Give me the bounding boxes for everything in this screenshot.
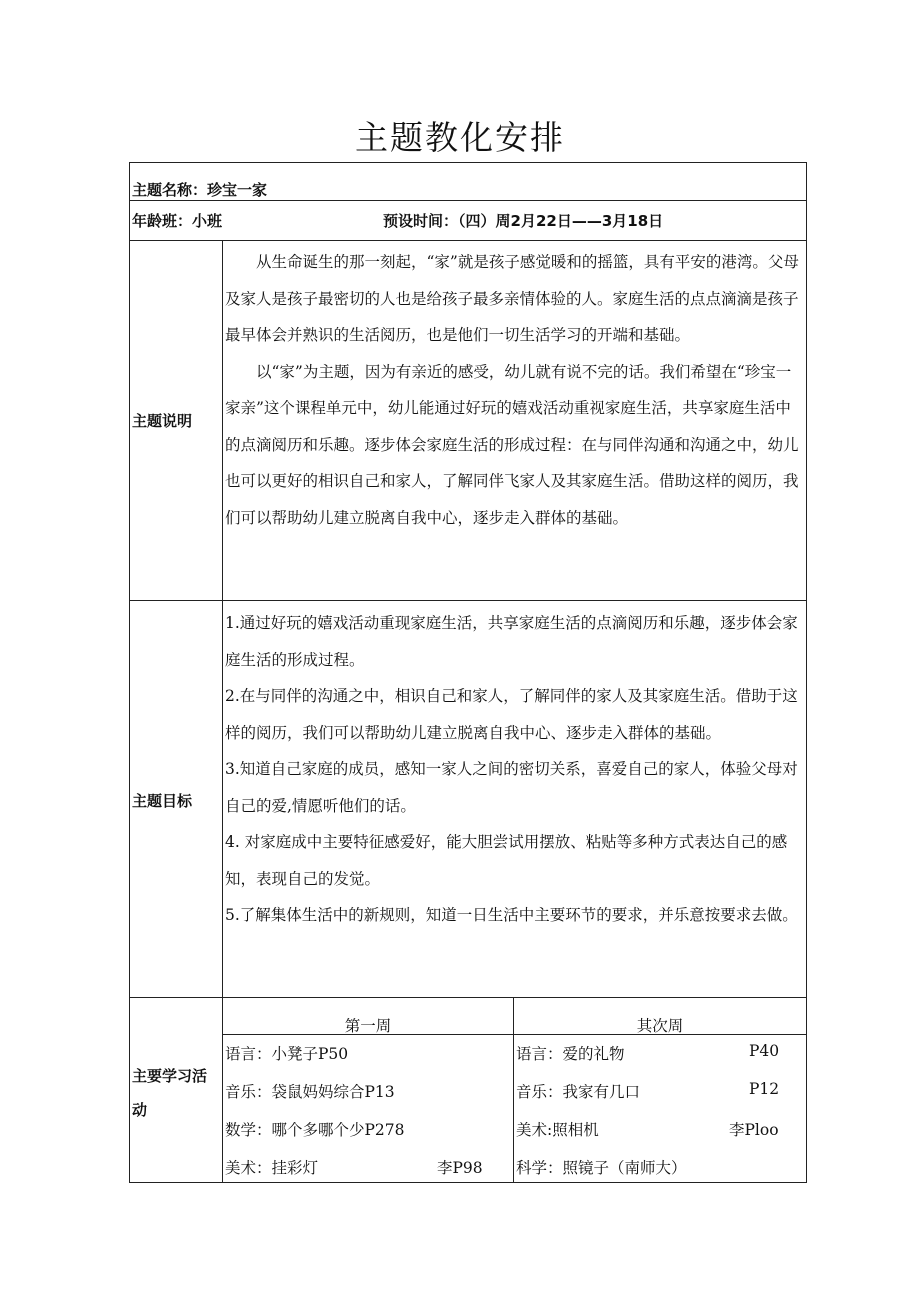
schedule-label: 预设时间： [383,212,459,230]
theme-name-value: 珍宝一家 [207,181,268,199]
page-title: 主题教化安排 [355,118,565,157]
activity-page: 李P98 [437,1159,483,1177]
border-bottom [129,1182,807,1183]
activity-page: P12 [749,1080,780,1098]
activity-text: 音乐：袋鼠妈妈综合P13 [225,1083,395,1101]
age-class-row [132,210,222,231]
week2-activity [516,1080,804,1102]
week2-header: 其次周 [636,1017,684,1035]
activity-text: 美术:照相机 [516,1121,599,1139]
goal-item: 1.通过好玩的嬉戏活动重现家庭生活，共享家庭生活的点滴阅历和乐趣，逐步体会家庭生活的形成过程。 [225,614,798,669]
description-paragraph: 从生命诞生的那一刻起，“家”就是孩子感觉暖和的摇篮，具有平安的港湾。父母及家人是孩子最密切的人也是给孩子最多亲情体验的人。家庭生活的点点滴滴是孩子最早体会并熟识的生活阅历，也是他们一切生活学习的开端和基础。 [225,253,799,344]
schedule-value: （四）周2月22日——3月18日 [458,212,664,230]
border-top [129,162,807,163]
schedule-row [383,210,663,231]
goal-item: 5.了解集体生活中的新规则，知道一日生活中主要环节的要求，并乐意按要求去做。 [225,906,798,924]
description-paragraph: 以“家”为主题，因为有亲近的感受，幼儿就有说不完的话。我们希望在“珍宝一家亲”这个课程单元中，幼儿能通过好玩的嬉戏活动重视家庭生活，共享家庭生活中的点滴阅历和乐趣。逐步体会家庭生活的形成过程：在与同伴沟通和沟通之中，幼儿也可以更好的相识自己和家人，了解同伴飞家人及其家庭生活。借助这样的阅历，我们可以帮助幼儿建立脱离自我中心，逐步走入群体的基础。 [225,362,799,527]
activity-text: 音乐：我家有几口 [516,1083,641,1101]
activity-text: 科学：照镜子（南师大） [516,1159,687,1177]
activity-text: 数学：哪个多哪个少P278 [225,1121,405,1139]
age-class-label: 年龄班： [132,212,193,230]
column-divider [222,240,223,1183]
activity-page: P40 [749,1042,780,1060]
plan-table [129,162,807,1182]
activities-label: 主要学习活动 [132,1067,208,1119]
goal-item: 4. 对家庭成中主要特征感爱好，能大胆尝试用摆放、粘贴等多种方式表达自己的感知，表现自己的发觉。 [225,833,788,888]
theme-name-label: 主题名称： [132,181,208,199]
row-divider [129,200,807,201]
age-class-value: 小班 [192,212,223,230]
border-left [129,162,130,1183]
goal-item: 3.知道自己家庭的成员，感知一家人之间的密切关系，喜爱自己的家人，体验父母对自己的爱,情愿听他们的话。 [225,760,798,815]
week1-activity [225,1118,405,1140]
activity-text: 美术：挂彩灯 [225,1159,319,1177]
goals-label: 主题目标 [132,792,193,810]
week2-activity [516,1118,804,1140]
week2-activity [516,1042,804,1064]
theme-name-row [132,179,267,200]
week1-activity [225,1080,395,1102]
activity-text: 语言：爱的礼物 [516,1045,625,1063]
description-text [225,244,805,536]
week1-activity [225,1042,348,1064]
row-divider [129,600,807,601]
week1-activity [225,1156,485,1178]
goals-list [225,605,805,934]
week1-header: 第一周 [344,1017,392,1035]
description-label: 主题说明 [132,412,193,430]
row-divider [129,240,807,241]
goal-item: 2.在与同伴的沟通之中，相识自己和家人，了解同伴的家人及其家庭生活。借助于这样的阅历，我们可以帮助幼儿建立脱离自我中心、逐步走入群体的基础。 [225,687,798,742]
border-right [806,162,807,1183]
activity-text: 语言：小凳子P50 [225,1045,349,1063]
activity-page: 李Ploo [729,1121,779,1139]
week2-activity [516,1156,687,1178]
row-divider [129,997,807,998]
